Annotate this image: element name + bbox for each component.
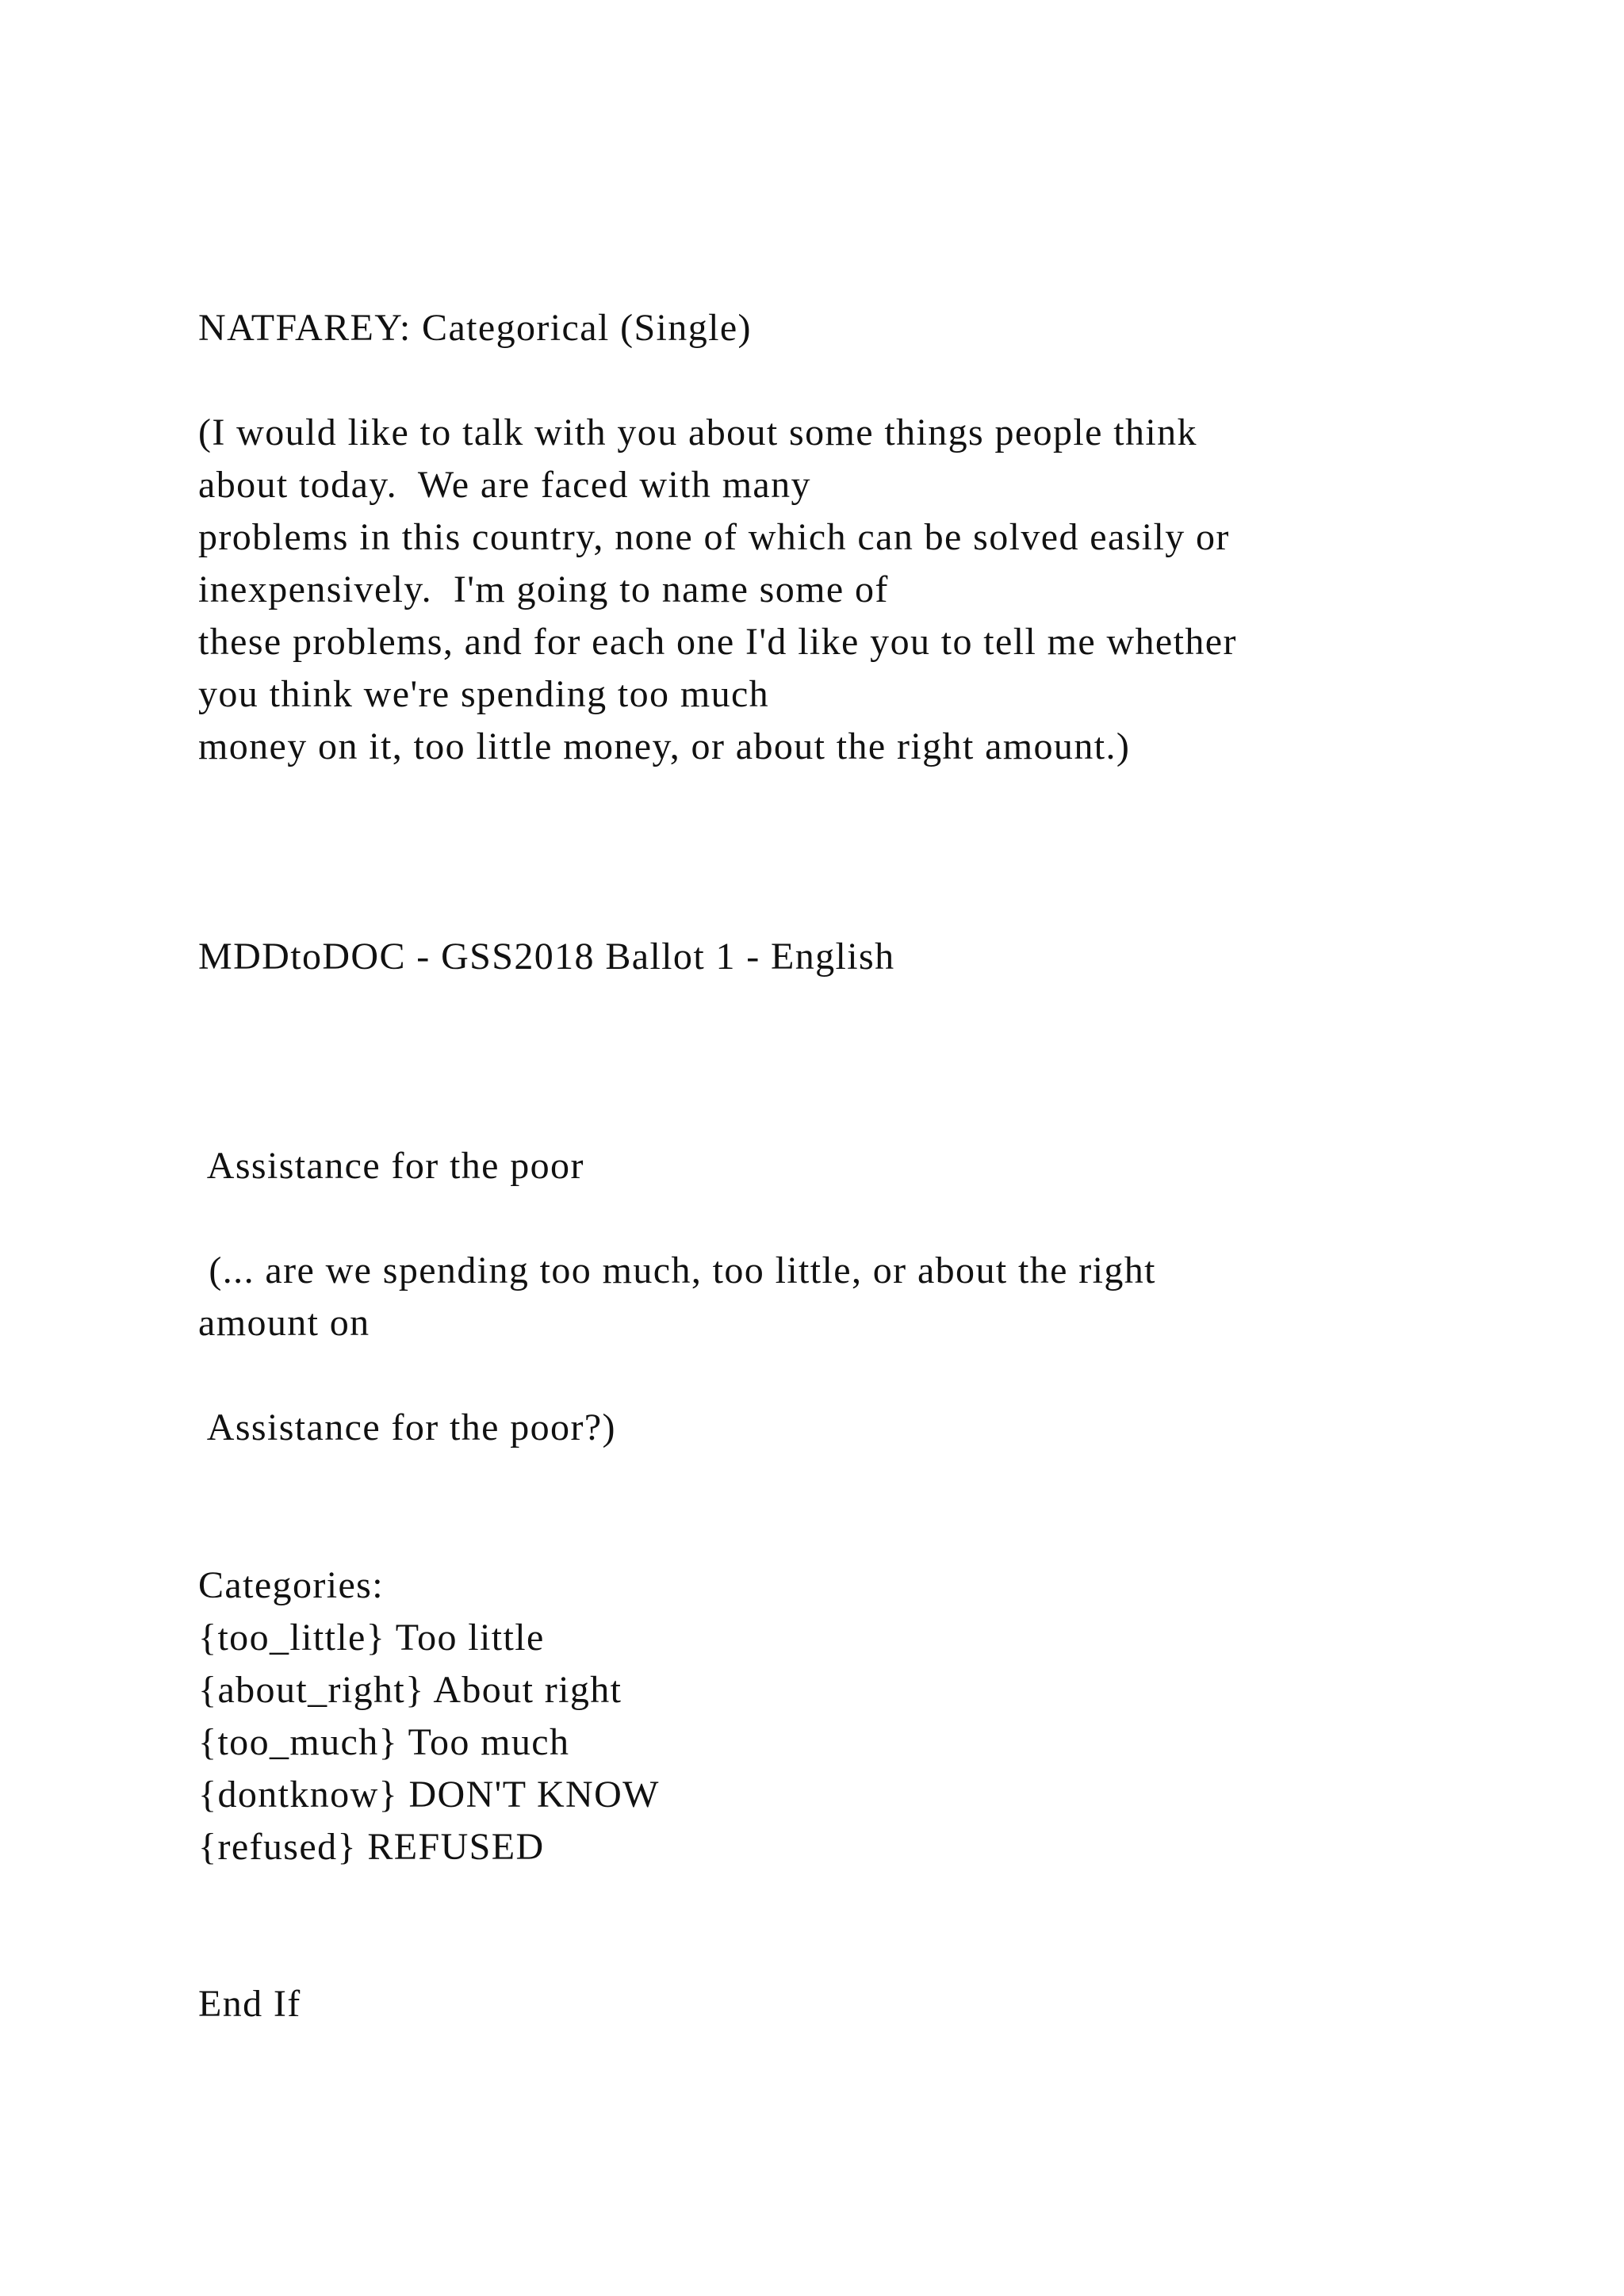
topic-question: Assistance for the poor?) bbox=[198, 1406, 616, 1448]
categories-label: Categories: bbox=[198, 1564, 385, 1606]
category-item: {refused} REFUSED bbox=[198, 1826, 545, 1868]
category-item: {dontknow} DON'T KNOW bbox=[198, 1774, 660, 1816]
intro-line-6: you think we're spending too much bbox=[198, 673, 770, 715]
prompt-line-1: (... are we spending too much, too little, or about the right bbox=[198, 1249, 1156, 1292]
category-item: {about_right} About right bbox=[198, 1669, 622, 1711]
category-item: {too_much} Too much bbox=[198, 1721, 570, 1763]
source-label: MDDtoDOC - GSS2018 Ballot 1 - English bbox=[198, 936, 895, 978]
end-statement: End If bbox=[198, 1983, 301, 2025]
topic-title: Assistance for the poor bbox=[198, 1145, 584, 1187]
category-item: {too_little} Too little bbox=[198, 1617, 545, 1659]
intro-line-3: problems in this country, none of which can be solved easily or bbox=[198, 516, 1230, 558]
intro-line-7: money on it, too little money, or about the right amount.) bbox=[198, 725, 1131, 767]
question-header: NATFAREY: Categorical (Single) bbox=[198, 307, 752, 349]
prompt-line-2: amount on bbox=[198, 1302, 370, 1344]
intro-line-4: inexpensively. I'm going to name some of bbox=[198, 568, 889, 610]
intro-line-1: (I would like to talk with you about some things people think bbox=[198, 411, 1197, 453]
intro-line-2: about today. We are faced with many bbox=[198, 464, 811, 506]
intro-line-5: these problems, and for each one I'd like you to tell me whether bbox=[198, 621, 1237, 663]
